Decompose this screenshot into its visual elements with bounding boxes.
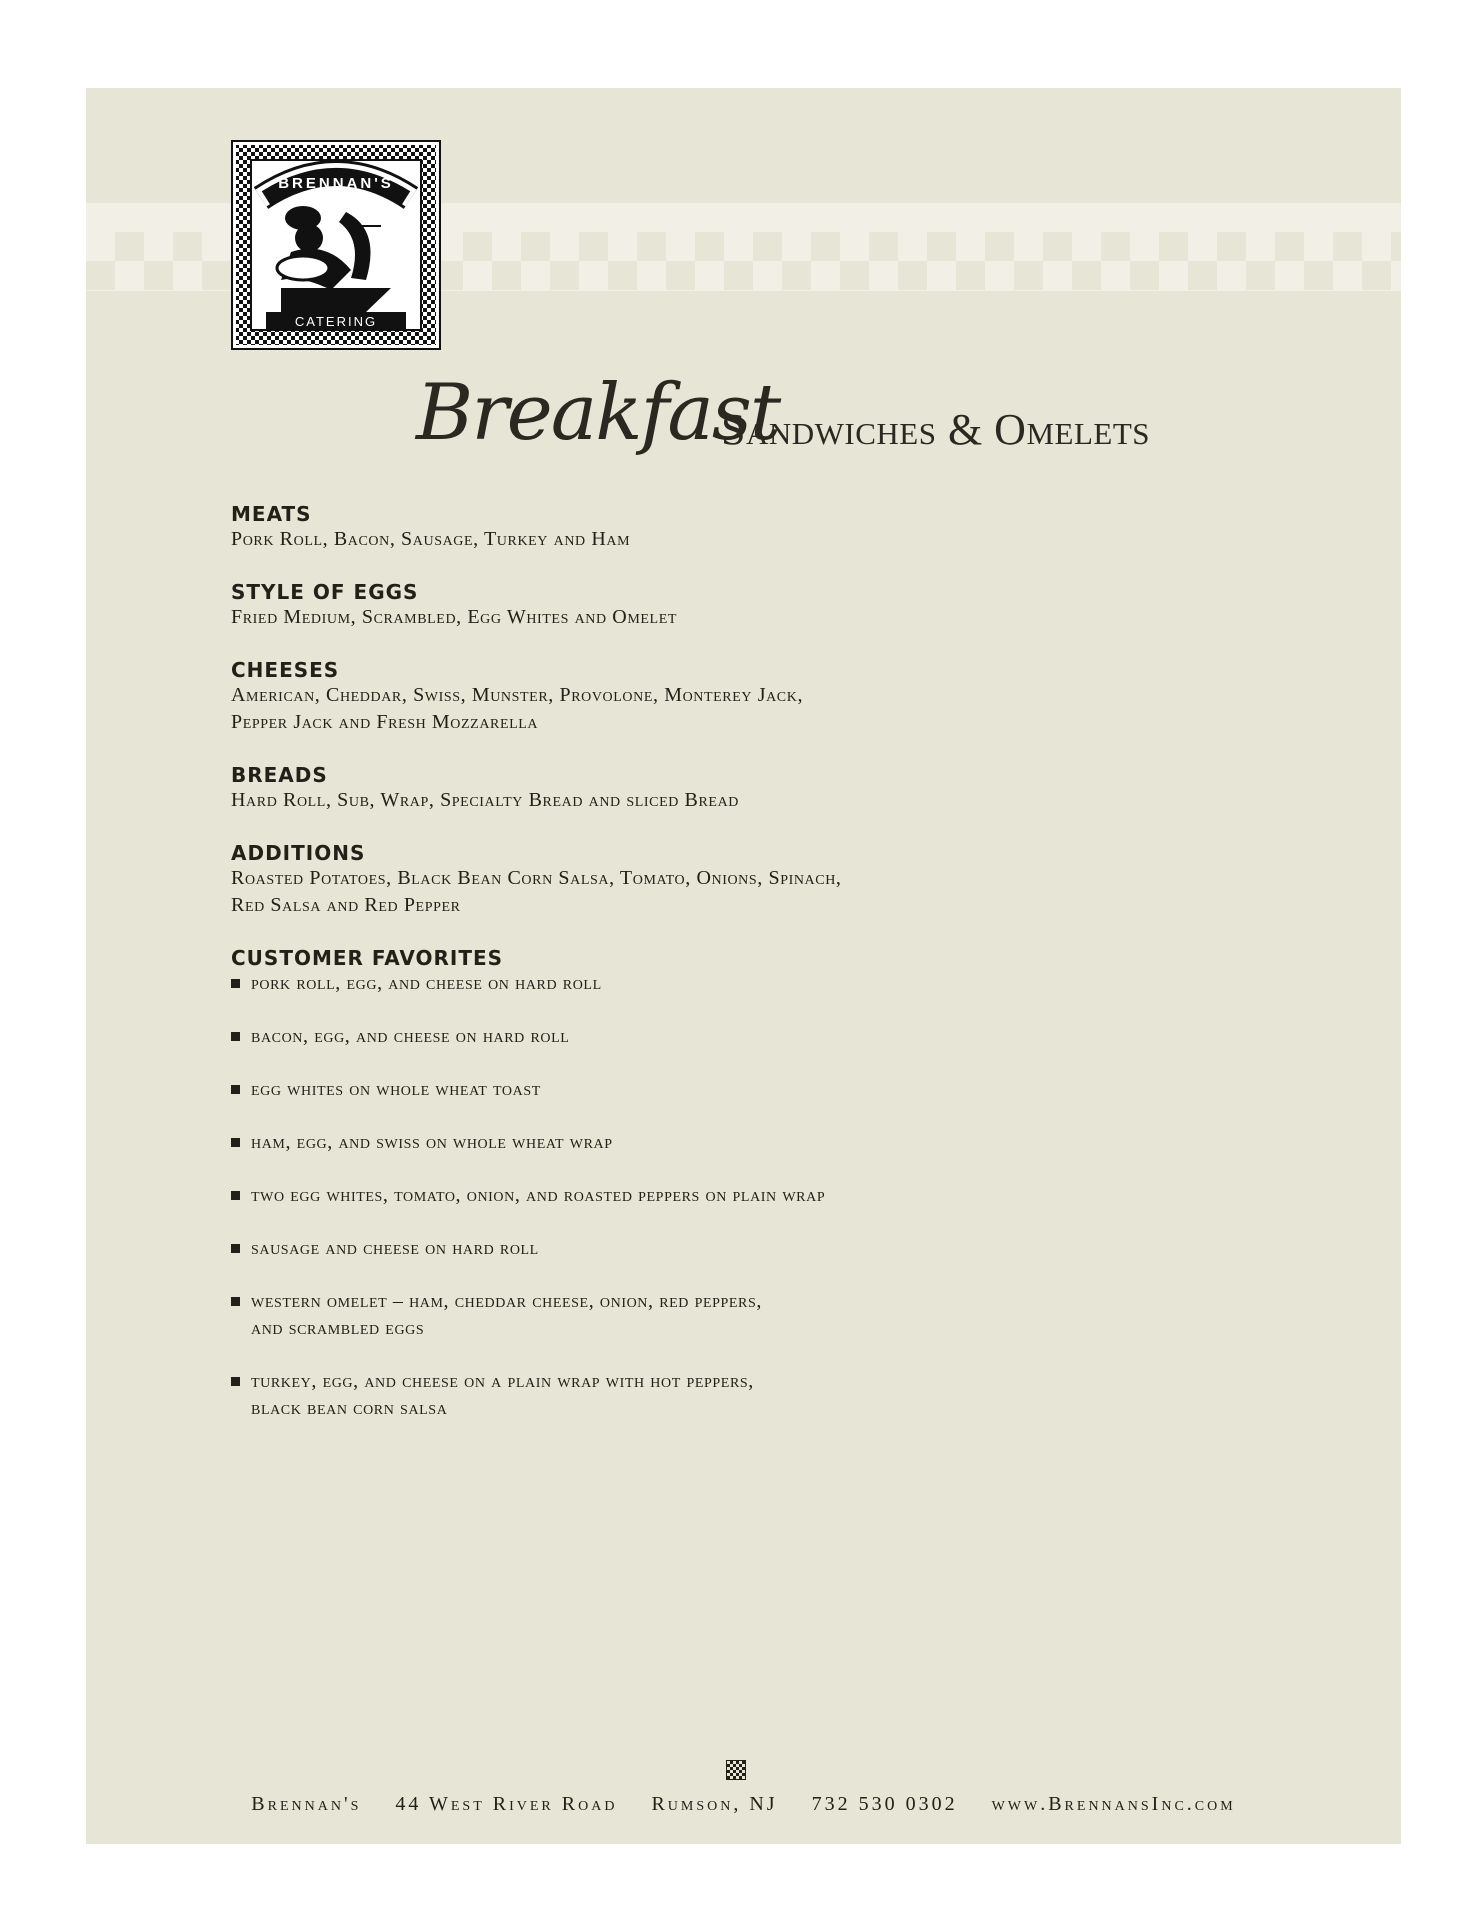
footer-address: 44 West River Road — [395, 1793, 618, 1815]
list-item-text: bacon, egg, and cheese on hard roll — [251, 1025, 570, 1047]
section-line: Roasted Potatoes, Black Bean Corn Salsa, Tomato, Onions, Spinach, — [231, 867, 842, 889]
section-heading: CHEESES — [231, 658, 340, 682]
section-heading: ADDITIONS — [231, 841, 366, 865]
section-heading: MEATS — [231, 502, 312, 526]
chef-logo-icon — [231, 140, 441, 350]
menu-content — [231, 502, 1281, 1449]
brennans-catering-logo — [231, 140, 441, 350]
section-heading: STYLE OF EGGS — [231, 580, 419, 604]
square-bullet-icon — [231, 1032, 240, 1041]
checker-mark-icon — [726, 1760, 746, 1780]
list-item — [231, 1076, 1281, 1103]
section-line: Pork Roll, Bacon, Sausage, Turkey and Ham — [231, 528, 631, 550]
title-caps: Sandwiches & Omelets — [721, 405, 1151, 454]
list-item-text: two egg whites, tomato, onion, and roasted peppers on plain wrap — [251, 1184, 826, 1206]
list-item-text: ham, egg, and swiss on whole wheat wrap — [251, 1131, 613, 1153]
logo-bottom-text: CATERING — [294, 314, 378, 329]
section-style-of-eggs — [231, 580, 1281, 631]
section-heading: BREADS — [231, 763, 328, 787]
square-bullet-icon — [231, 1085, 240, 1094]
title-script: Breakfast — [416, 368, 780, 458]
square-bullet-icon — [231, 1191, 240, 1200]
section-line: American, Cheddar, Swiss, Munster, Provolone, Monterey Jack, — [231, 684, 804, 706]
footer-name: Brennan's — [251, 1793, 362, 1815]
square-bullet-icon — [231, 1244, 240, 1253]
list-item — [231, 1368, 1281, 1422]
footer-phone: 732 530 0302 — [811, 1793, 958, 1815]
list-item-text: egg whites on whole wheat toast — [251, 1078, 541, 1100]
section-meats — [231, 502, 1281, 553]
square-bullet-icon — [231, 1377, 240, 1386]
section-customer-favorites — [231, 946, 1281, 1422]
list-item-text: pork roll, egg, and cheese on hard roll — [251, 972, 602, 994]
list-item — [231, 1235, 1281, 1262]
footer-website-link[interactable]: www.BrennansInc.com — [991, 1793, 1236, 1815]
logo-top-text: BRENNAN'S — [278, 175, 394, 192]
square-bullet-icon — [231, 1297, 240, 1306]
section-line: Pepper Jack and Fresh Mozzarella — [231, 711, 539, 733]
section-heading: CUSTOMER FAVORITES — [231, 946, 504, 970]
list-item-text: turkey, egg, and cheese on a plain wrap with hot peppers, — [251, 1370, 754, 1392]
square-bullet-icon — [231, 979, 240, 988]
menu-title — [416, 368, 1376, 478]
footer-city: Rumson, NJ — [651, 1793, 778, 1815]
list-item — [231, 1182, 1281, 1209]
section-line: Red Salsa and Red Pepper — [231, 894, 461, 916]
section-line: Fried Medium, Scrambled, Egg Whites and Omelet — [231, 606, 678, 628]
list-item — [231, 970, 1281, 997]
list-item — [231, 1023, 1281, 1050]
list-item-text: western omelet – ham, cheddar cheese, onion, red peppers, — [251, 1290, 762, 1312]
footer-contact — [86, 1793, 1401, 1816]
square-bullet-icon — [231, 1138, 240, 1147]
favorites-list — [231, 970, 1281, 1422]
list-item — [231, 1288, 1281, 1342]
section-breads — [231, 763, 1281, 814]
section-cheeses — [231, 658, 1281, 736]
list-item-text-continued: and scrambled eggs — [251, 1317, 425, 1339]
list-item-text-continued: black bean corn salsa — [251, 1397, 448, 1419]
list-item-text: sausage and cheese on hard roll — [251, 1237, 539, 1259]
section-additions — [231, 841, 1281, 919]
section-line: Hard Roll, Sub, Wrap, Specialty Bread and sliced Bread — [231, 789, 740, 811]
menu-page — [86, 88, 1401, 1844]
list-item — [231, 1129, 1281, 1156]
